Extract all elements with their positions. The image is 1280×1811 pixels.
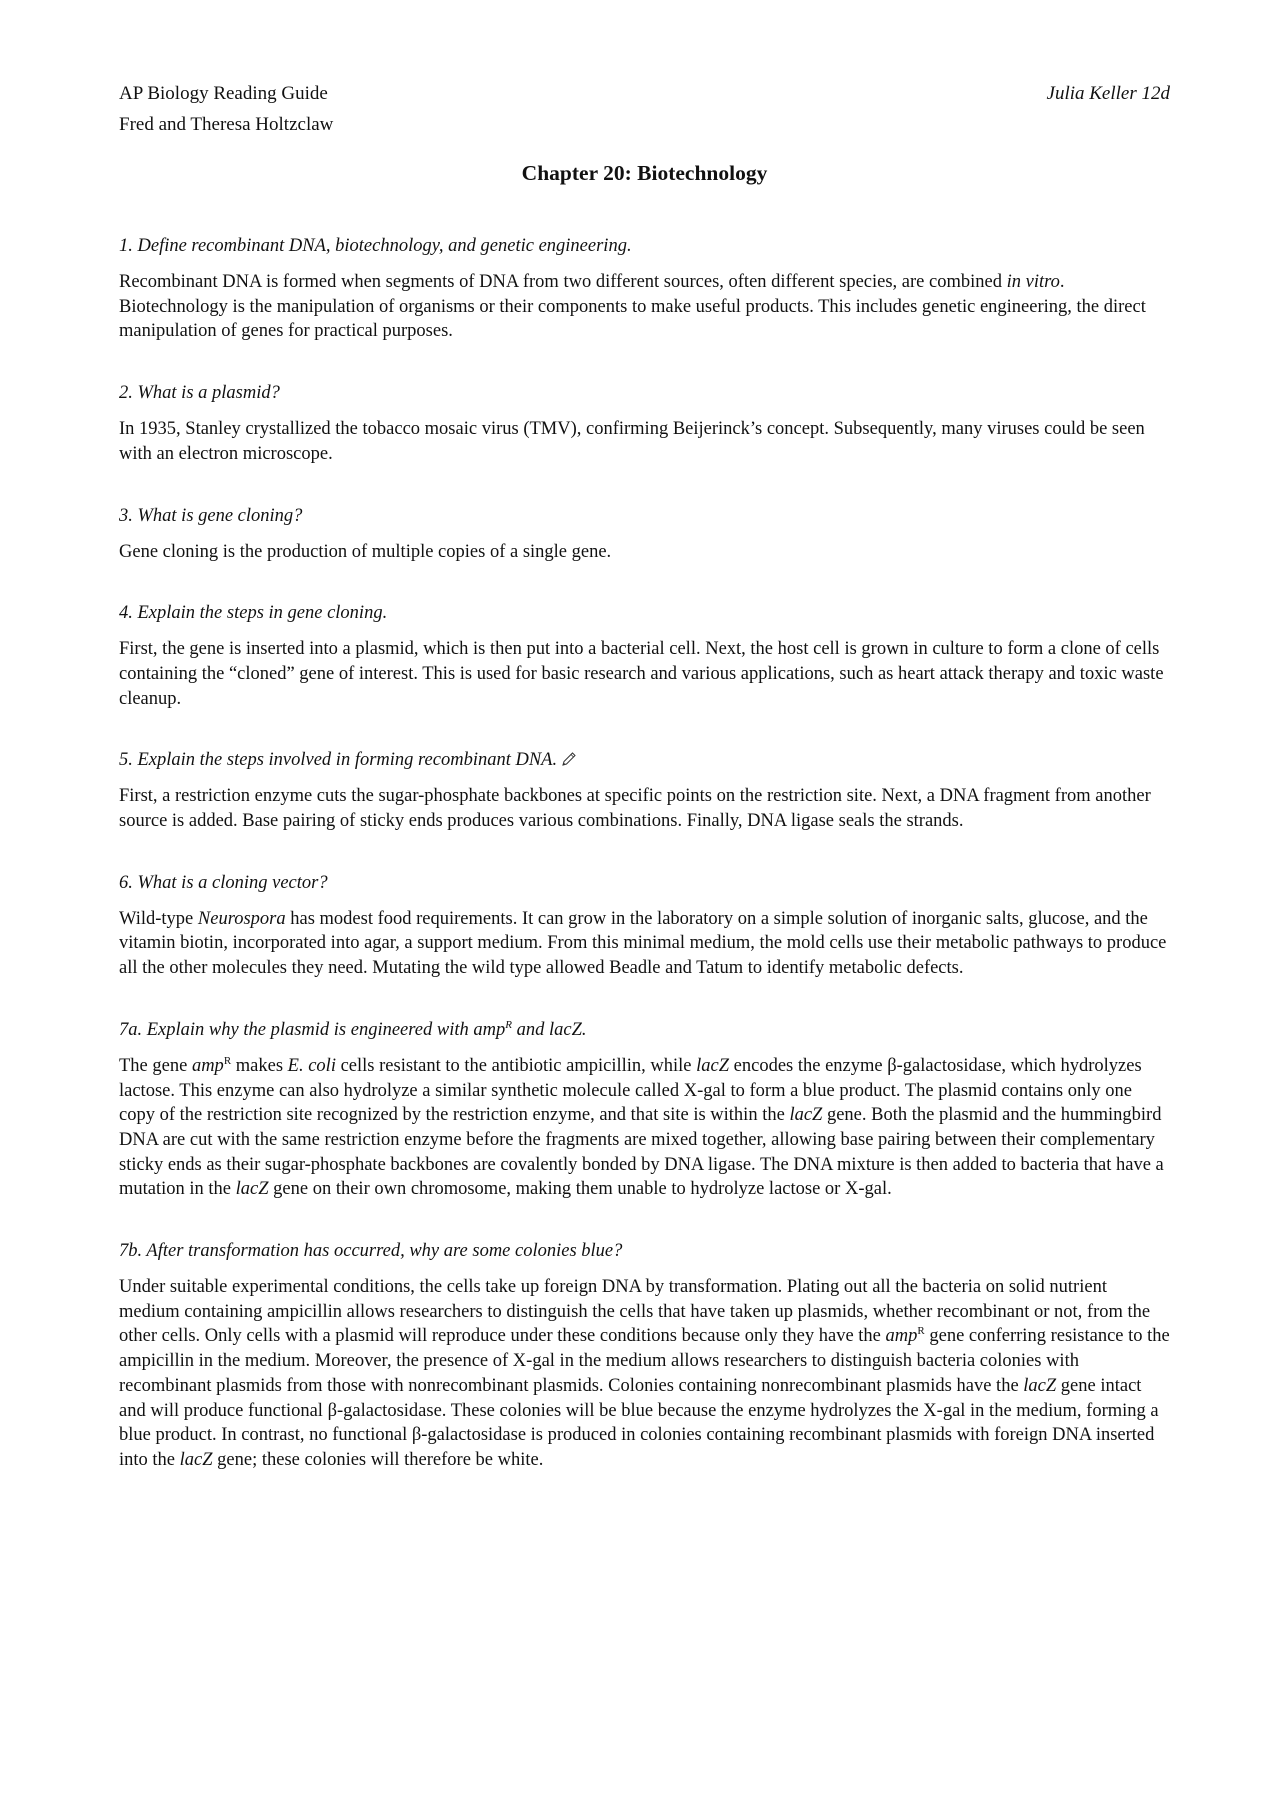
question-block-1 [119, 234, 1170, 344]
answer-3: Gene cloning is the production of multiple copies of a single gene. [119, 541, 612, 562]
question-block-6 [119, 871, 1170, 981]
answer-7b: Under suitable experimental conditions, the cells take up foreign DNA by transformation. Plating out all the bacteria on solid nutrient medium containing ampicillin allows researchers to distinguish the cells that have taken up plasmids, whether recombinant or not, from the other cells. Only cells with a plasmid will reproduce under these conditions because only they have the amp$^R$ gene conferring resistance to the ampicillin in the medium. Moreover, the presence of X-gal in the medium allows researchers to distinguish bacteria colonies with recombinant plasmids from those with nonrecombinant plasmids. Colonies containing nonrecombinant plasmids have the lacZ gene intact and will produce functional β-galactosidase. These colonies will be blue because the enzyme hydrolyzes the X-gal in the medium, forming a blue product. In contrast, no functional β-galactosidase is produced in colonies containing recombinant plasmids with foreign DNA inserted into the lacZ gene; these colonies will therefore be white. [119, 1277, 1170, 1470]
question-2: 2. What is a plasmid? [119, 383, 280, 404]
pencil-icon [561, 751, 577, 767]
question-block-7b [119, 1239, 1170, 1473]
answer-6: Wild-type Neurospora has modest food requirements. It can grow in the laboratory on a simple solution of inorganic salts, glucose, and the vitamin biotin, incorporated into agar, a support medium. From this minimal medium, the mold cells use their metabolic pathways to produce all the other molecules they need. Mutating the wild type allowed Beadle and Tatum to identify metabolic defects. [119, 908, 1167, 979]
question-7a: 7a. Explain why the plasmid is engineered with amp$^R$ and lacZ. [119, 1018, 587, 1040]
chapter-title: Chapter 20: Biotechnology [521, 161, 768, 185]
question-block-5 [119, 748, 1170, 833]
answer-5: First, a restriction enzyme cuts the sugar-phosphate backbones at specific points on the restriction site. Next, a DNA fragment from another source is added. Base pairing of sticky ends produces various combinations. Finally, DNA ligase seals the strands. [119, 786, 1151, 832]
question-block-4 [119, 601, 1170, 711]
answer-4: First, the gene is inserted into a plasmid, which is then put into a bacterial cell. Next, the host cell is grown in culture to form a clone of cells containing the “cloned” gene of interest. This is used for basic research and various applications, such as heart attack therapy and toxic waste cleanup. [119, 639, 1164, 709]
student-name: Julia Keller 12d [1046, 83, 1170, 104]
answer-7a: The gene amp$^R$ makes E. coli cells resistant to the antibiotic ampicillin, while lacZ encodes the enzyme β-galactosidase, which hydrolyzes lactose. This enzyme can also hydrolyze a similar synthetic molecule called X-gal to form a blue product. The plasmid contains only one copy of the restriction site recognized by the restriction enzyme, and that site is within the lacZ gene. Both the plasmid and the hummingbird DNA are cut with the same restriction enzyme before the fragments are mixed together, allowing base pairing between their complementary sticky ends as their sugar-phosphate backbones are covalently bonded by DNA ligase. The DNA mixture is then added to bacteria that have a mutation in the lacZ gene on their own chromosome, making them unable to hydrolyze lactose or X-gal. [119, 1054, 1164, 1200]
question-7b: 7b. After transformation has occurred, why are some colonies blue? [119, 1241, 623, 1262]
course-title: AP Biology Reading Guide [119, 83, 328, 104]
question-1: 1. Define recombinant DNA, biotechnology, and genetic engineering. [119, 236, 632, 256]
question-3: 3. What is gene cloning? [119, 505, 303, 526]
question-5: 5. Explain the steps involved in forming recombinant DNA. [119, 748, 1170, 773]
page-header [119, 78, 1170, 109]
guide-authors: Fred and Theresa Holtzclaw [119, 114, 334, 135]
question-block-3 [119, 504, 1170, 565]
answer-2: In 1935, Stanley crystallized the tobacco mosaic virus (TMV), confirming Beijerinck’s concept. Subsequently, many viruses could be seen with an electron microscope. [119, 419, 1145, 464]
question-block-7a [119, 1018, 1170, 1202]
question-6: 6. What is a cloning vector? [119, 872, 328, 893]
question-4: 4. Explain the steps in gene cloning. [119, 603, 388, 624]
question-block-2 [119, 381, 1170, 466]
document-page [119, 78, 1170, 1510]
answer-1: Recombinant DNA is formed when segments of DNA from two different sources, often different species, are combined in vitro. Biotechnology is the manipulation of organisms or their components to make useful products. This includes genetic engineering, the direct manipulation of genes for practical purposes. [119, 272, 1146, 342]
